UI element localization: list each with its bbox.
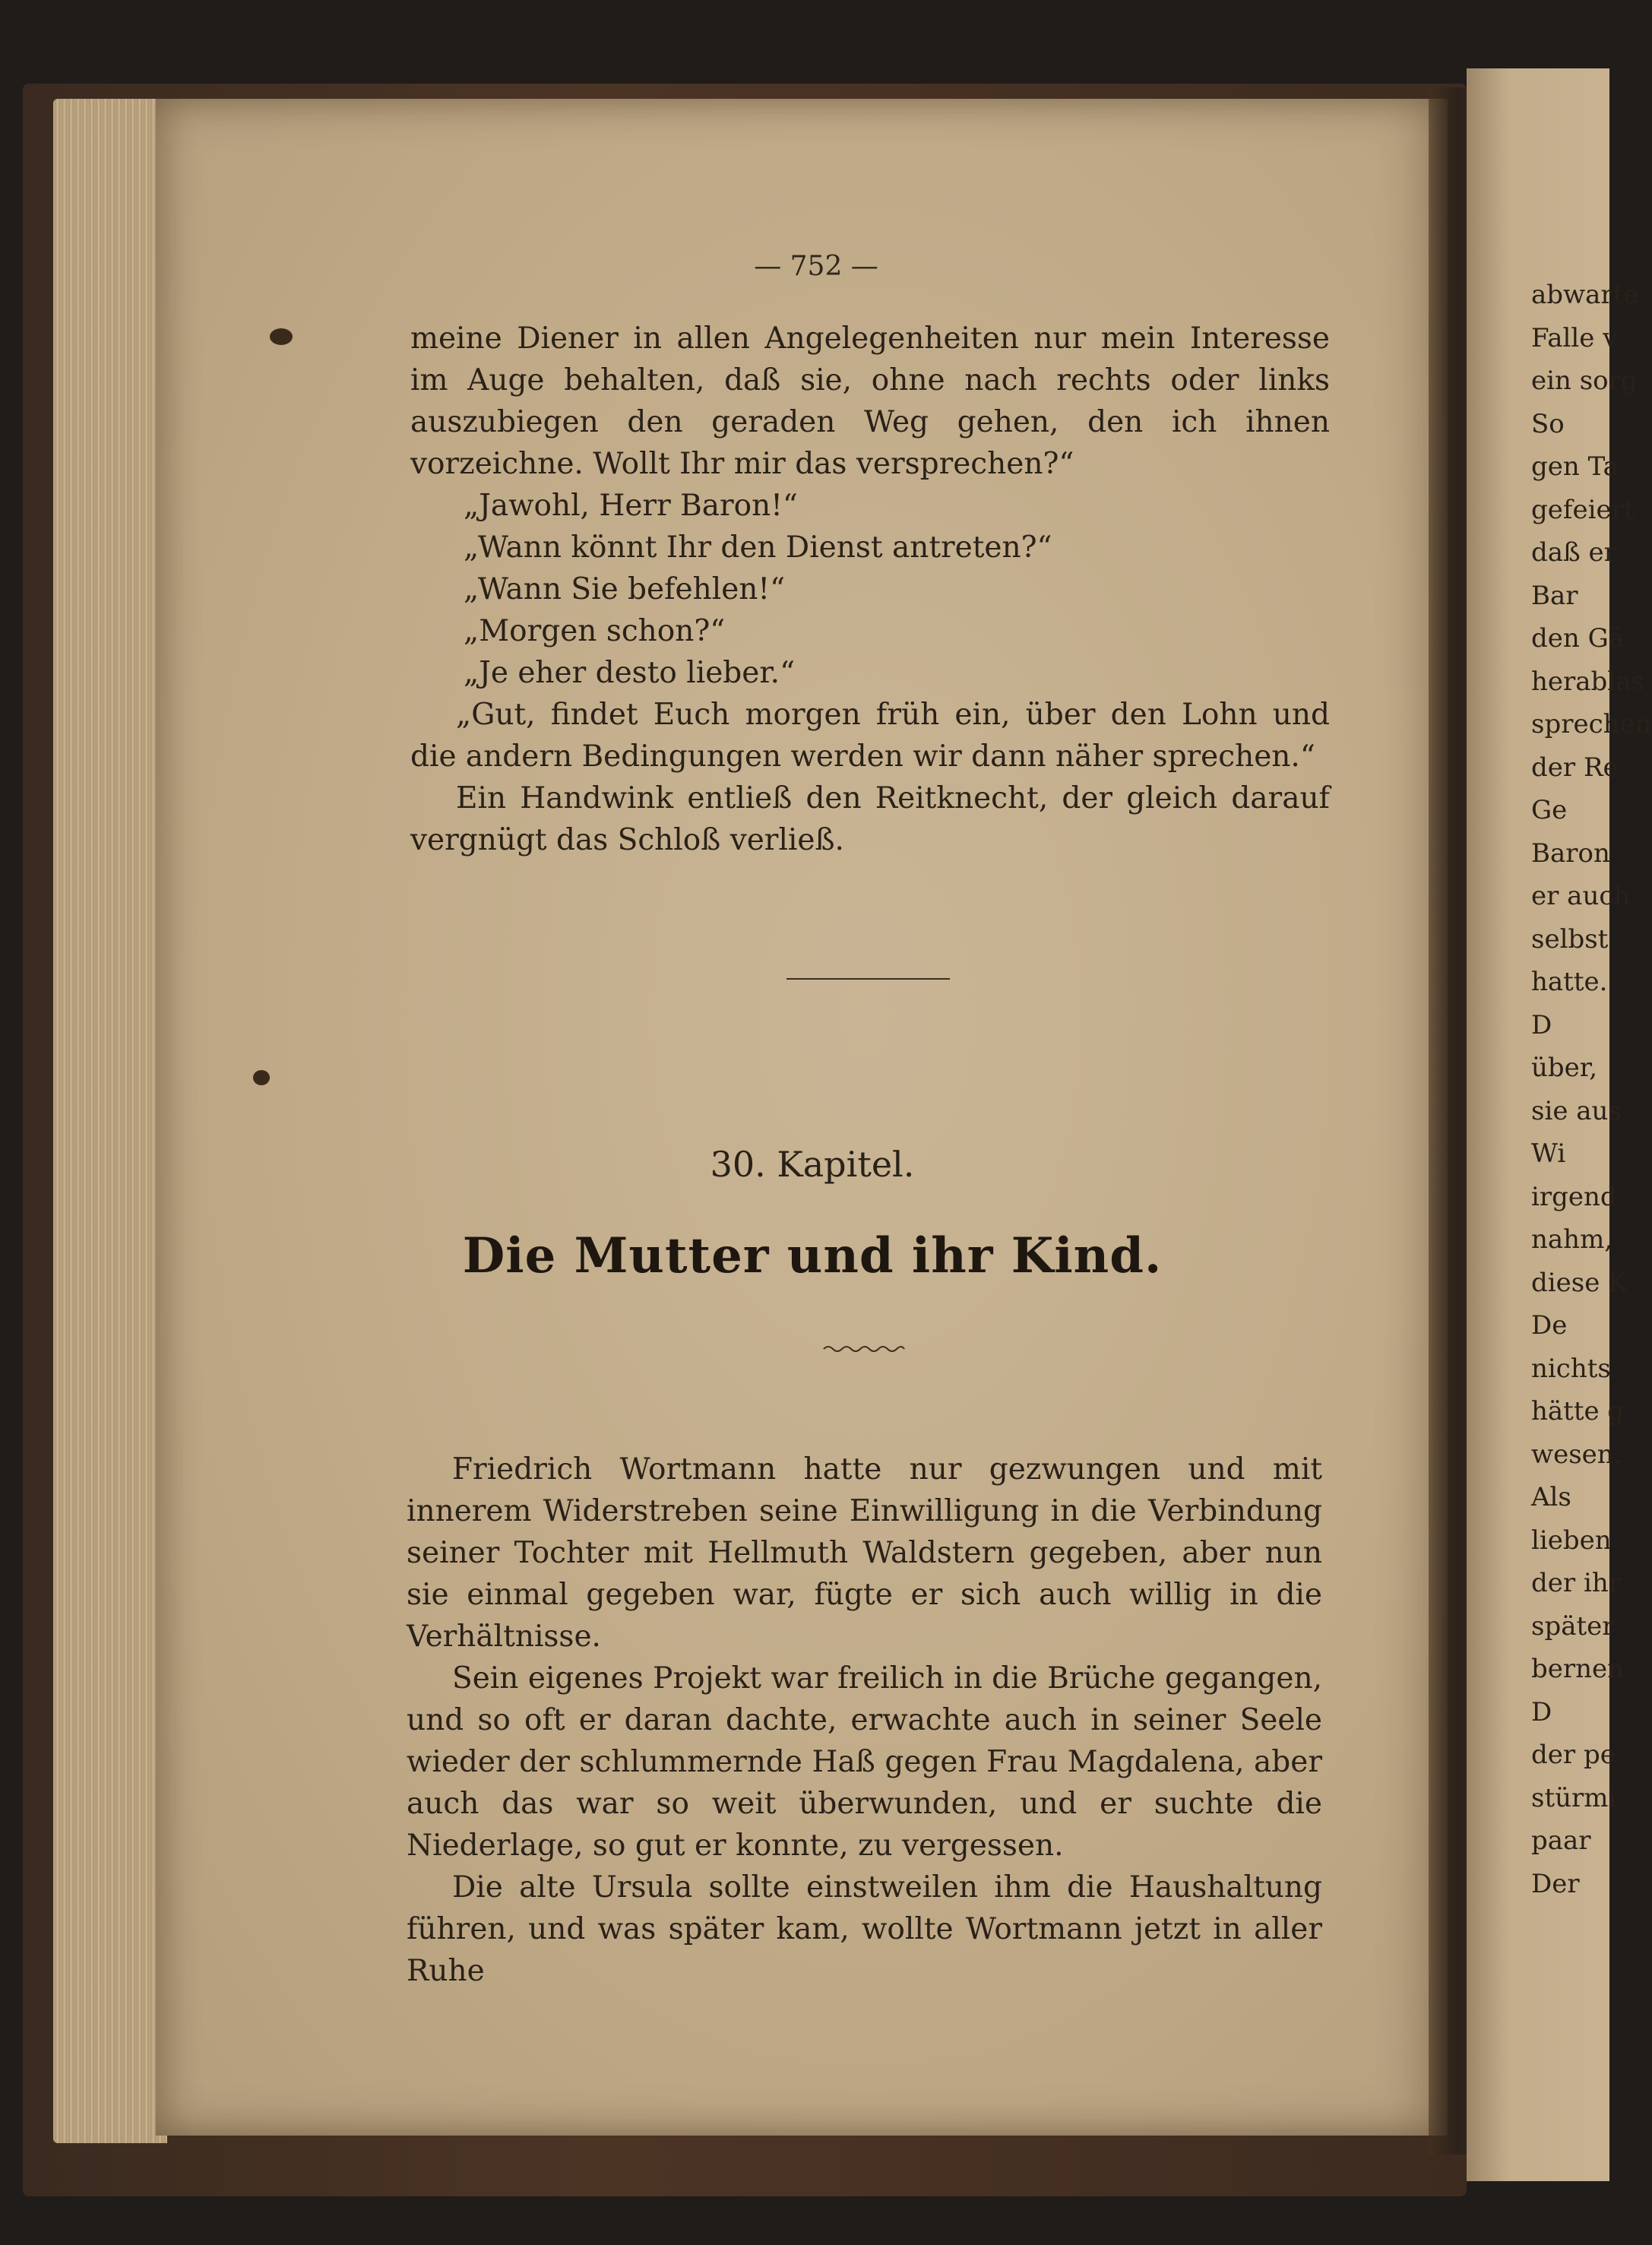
ink-stain (253, 1070, 270, 1085)
page-edges (53, 99, 167, 2143)
right-page-line: Wi (1531, 1138, 1566, 1169)
page-number: — 752 — (754, 251, 878, 282)
right-page-line: So (1531, 408, 1565, 439)
right-page-line: der ihr (1531, 1568, 1621, 1598)
paragraph: „Gut, findet Euch morgen früh ein, über den Lohn und die andern Bedingungen werden wir dann näher sprechen.“ (410, 698, 1330, 774)
section-divider-rule (786, 978, 950, 980)
paragraph: „Jawohl, Herr Baron!“ (464, 489, 798, 523)
right-page-line: er auch (1531, 881, 1631, 911)
right-page-line: hätte g (1531, 1396, 1625, 1426)
right-page-line: Der (1531, 1868, 1580, 1899)
chapter-title: Die Mutter und ihr Kind. (462, 1227, 1163, 1284)
right-page-line: nichts (1531, 1353, 1611, 1384)
right-page-text-fragments (1531, 274, 1652, 1905)
text-block-bottom (407, 1449, 1322, 1992)
right-page-line: lieben (1531, 1525, 1612, 1556)
right-page-line: den Gä (1531, 623, 1625, 654)
right-page-line: daß er (1531, 537, 1616, 568)
right-page-line: irgend (1531, 1181, 1617, 1212)
right-page-line: abwarte (1531, 280, 1639, 310)
right-page-line: wesen. (1531, 1439, 1622, 1470)
right-page-line: sprechen (1531, 709, 1652, 739)
paragraph: meine Diener in allen Angelegenheiten nur mein Interesse im Auge behalten, daß sie, ohne nach rechts oder links auszubiegen den geraden Weg gehen, den ich ihnen vorzeichne. Wollt Ihr mir das versprechen?“ (410, 321, 1330, 481)
right-page-line: Ge (1531, 795, 1568, 825)
right-page-line: hatte. (1531, 967, 1608, 997)
paragraph: Die alte Ursula sollte einstweilen ihm die Haushaltung führen, und was später kam, wollte Wortmann jetzt in aller Ruhe (407, 1870, 1322, 1988)
paragraph: Sein eigenes Projekt war freilich in die Brüche gegangen, und so oft er daran dachte, erwachte auch in seiner Seele wieder der schlummernde Haß gegen Frau Magdalena, aber auch das war so weit überwunden, und er suchte die Niederlage, so gut er konnte, zu vergessen. (407, 1661, 1322, 1863)
right-page-line: ein sorg (1531, 366, 1638, 396)
right-page-line: der pe (1531, 1740, 1616, 1770)
right-page-line: Falle v (1531, 322, 1618, 353)
right-page-line: gefeiert (1531, 494, 1635, 525)
right-page-line: sie aus (1531, 1095, 1622, 1126)
right-page-line: gen Ta (1531, 451, 1619, 482)
paragraph: Friedrich Wortmann hatte nur gezwungen und mit innerem Widerstreben seine Einwilligung in die Verbindung seiner Tochter mit Hellmuth Waldstern gegeben, aber nun sie einmal gegeben war, fügte er sich auch willig in die Verhältnisse. (407, 1452, 1322, 1654)
paragraph: „Morgen schon?“ (464, 614, 726, 648)
right-page-line: selbst (1531, 923, 1609, 955)
right-page-line: paar (1531, 1825, 1591, 1856)
chapter-number: 30. Kapitel. (710, 1144, 915, 1185)
right-page-line: nahm, (1531, 1224, 1613, 1255)
paragraph: „Wann Sie befehlen!“ (464, 572, 786, 606)
right-page-line: der Re (1531, 752, 1619, 783)
right-page-line: Als (1531, 1482, 1571, 1512)
right-page-line: stürmi (1531, 1782, 1617, 1813)
text-block-top (410, 318, 1330, 861)
paragraph: „Wann könnt Ihr den Dienst antreten?“ (464, 530, 1052, 565)
right-page-line: D (1531, 1696, 1552, 1727)
right-page-line: später (1531, 1610, 1615, 1642)
right-page-line: diese K (1531, 1267, 1628, 1298)
right-page-line: herablas (1531, 666, 1644, 697)
right-page-line: De (1531, 1310, 1568, 1341)
paragraph: Ein Handwink entließ den Reitknecht, der gleich darauf vergnügt das Schloß verließ. (410, 781, 1330, 857)
right-page-line: Bar (1531, 580, 1578, 611)
paragraph: „Je eher desto lieber.“ (464, 656, 796, 690)
right-page-line: Baron (1531, 838, 1610, 869)
right-page-line: über, (1531, 1053, 1598, 1083)
right-page-line: D (1531, 1009, 1552, 1040)
right-page-line: bernen (1531, 1654, 1625, 1684)
ink-stain (270, 328, 293, 345)
wavy-ornament (822, 1344, 906, 1354)
